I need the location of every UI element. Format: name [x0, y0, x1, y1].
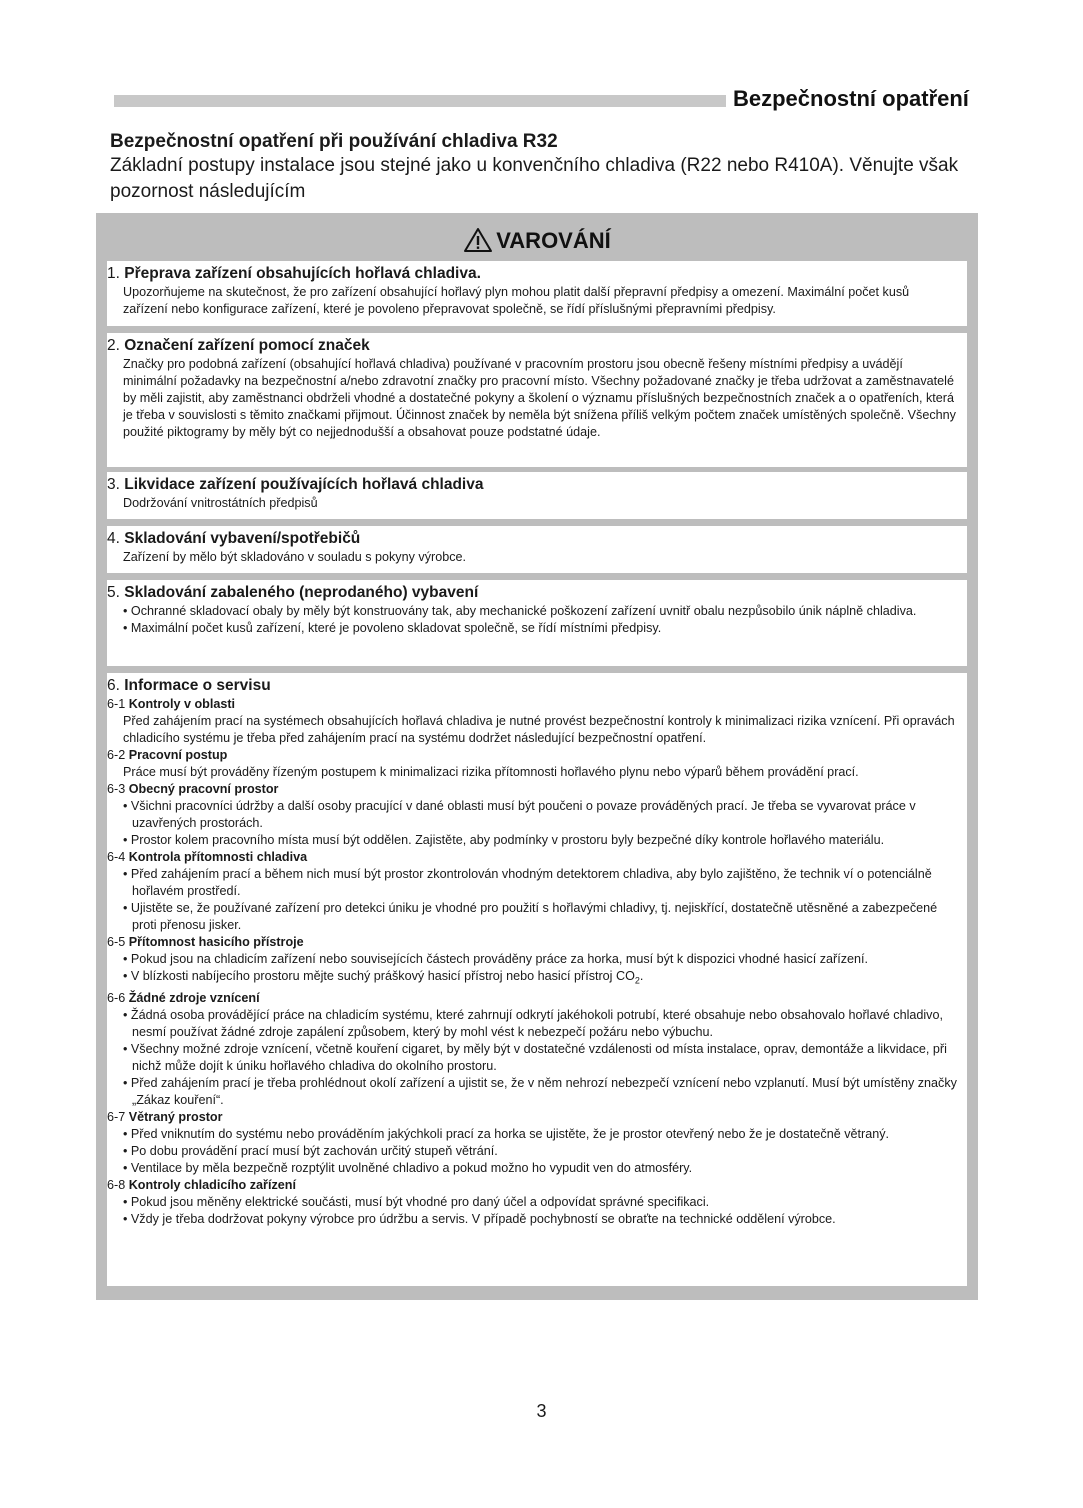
page-number: 3	[536, 1401, 547, 1421]
section-2-title: 2. Označení zařízení pomocí značek	[107, 337, 370, 354]
subsection-bullet: • Prostor kolem pracovního místa musí být oddělen. Zajistěte, aby podmínky v prostoru byly bezpečné díky kontrole hořlavého materiálu.	[123, 833, 885, 847]
header-rule	[114, 95, 726, 107]
section-1-title: 1. Přeprava zařízení obsahujících hořlavá chladiva.	[107, 265, 481, 282]
section-5-title: 5. Skladování zabaleného (neprodaného) vybavení	[107, 584, 479, 601]
section-6	[107, 673, 967, 1286]
section-4	[107, 526, 967, 573]
section-1	[107, 261, 967, 326]
section-3	[107, 472, 967, 519]
warning-heading	[96, 227, 978, 254]
subsection-text: Před zahájením prací na systémech obsahujících hořlavá chladiva je nutné provést bezpečnostní kontroly k minimalizaci rizika vznícení. Při opravách chladicího systému je třeba před zahájením prací na systému dodržet následující bezpečnostní opatření.	[123, 714, 955, 745]
section-4-title: 4. Skladování vybavení/spotřebičů	[107, 530, 361, 547]
warning-title: VAROVÁNÍ	[496, 228, 611, 253]
subsection-bullet: • Žádná osoba provádějící práce na chladicím systému, které zahrnují odkrytí jakéhokoli potrubí, které obsahuje nebo obsahovalo hořlavé chladivo, nesmí používat žádné zdroje zapálení způsobem, který by mohl vést k nebezpečí požáru nebo výbuchu.	[123, 1007, 943, 1039]
section-3-text: Dodržování vnitrostátních předpisů	[123, 496, 318, 510]
warning-triangle-icon	[463, 227, 493, 253]
section-5-bullet: • Ochranné skladovací obaly by měly být konstruovány tak, aby mechanické poškození zařízení uvnitř obalu nezpůsobilo únik náplně chladiva.	[123, 604, 917, 618]
subsection-bullet: • Po dobu provádění prací musí být zachován určitý stupeň větrání.	[123, 1143, 498, 1158]
section-2-text: Značky pro podobná zařízení (obsahující hořlavá chladiva) používané v pracovním prostoru jsou obecně řešeny místními předpisy a uvádějí minimální požadavky na bezpečnostní a/nebo zdravotní značky pro pracovní místo. Všechny požadované značky je třeba udržovat a zaměstnavatelé by měli zajistit, aby zaměstnanci obdrželi vhodné a dostatečné pokyny a školení o významu příslušných bezpečnostních značek a o opatřeních, která je třeba v souvislosti s těmito značkami přijmout. Účinnost značek by neměla být snížena příliš velkým počtem značek umístěných společně. Všechny použité piktogramy by měly být co nejjednodušší a obsahovat pouze podstatné údaje.	[123, 357, 956, 439]
subsection-bullet: • Všechny možné zdroje vznícení, včetně kouření cigaret, by měly být v dostatečné vzdálenosti od místa instalace, oprav, demontáže a likvidace, při nichž může dojít k úniku hořlavého chladiva do okolního prostoru.	[123, 1041, 947, 1073]
subsection-heading: 6-3 Obecný pracovní prostor	[107, 782, 279, 796]
subsection-bullet: • Ujistěte se, že používané zařízení pro detekci úniku je vhodné pro použití s hořlavými chladivy, tj. nejiskřící, dostatečně utěsněné a zabezpečené proti přenosu jisker.	[123, 901, 938, 932]
subsection-bullet: • Vždy je třeba dodržovat pokyny výrobce pro údržbu a servis. V případě pochybností se obraťte na technické oddělení výrobce.	[123, 1211, 836, 1226]
section-1-text: Upozorňujeme na skutečnost, že pro zařízení obsahující hořlavý plyn mohou platit další přepravní předpisy a omezení. Maximální počet kusů zařízení nebo konfigurace zařízení, které je povoleno přepravovat společně, se řídí příslušnými přepravními předpisy.	[123, 285, 910, 316]
subsection-bullet: • Před vniknutím do systému nebo prováděním jakýchkoli prací za horka se ujistěte, že je prostor otevřený nebo že je dostatečně větraný.	[123, 1126, 890, 1141]
section-6-title: 6. Informace o servisu	[107, 677, 271, 694]
intro-title: Bezpečnostní opatření při používání chladiva R32	[110, 131, 558, 152]
subsection-bullet: • Pokud jsou na chladicím zařízení nebo souvisejících částech prováděny práce za horka, musí být k dispozici vhodné hasicí zařízení.	[123, 952, 869, 966]
subsection-heading: 6-8 Kontroly chladicího zařízení	[107, 1177, 296, 1192]
section-5-bullet: • Maximální počet kusů zařízení, které je povoleno skladovat společně, se řídí místními předpisy.	[123, 621, 662, 635]
subsection-bullet: • Před zahájením prací je třeba prohlédnout okolí zařízení a ujistit se, že v něm nehrozí nebezpečí vznícení nebo vzplanutí. Musí být umístěny značky „Zákaz kouření“.	[123, 1075, 957, 1107]
subsection-bullet: • Všichni pracovníci údržby a další osoby pracující v dané oblasti musí být poučeni o povaze prováděných prací. Je třeba se vyvarovat práce v uzavřených prostorách.	[123, 799, 916, 830]
subsection-heading: 6-1 Kontroly v oblasti	[107, 697, 236, 711]
header-title: Bezpečnostní opatření	[733, 86, 969, 111]
subsection-bullet: • V blízkosti nabíjecího prostoru mějte suchý práškový hasicí přístroj nebo hasicí přístroj $CO_2$.	[123, 969, 644, 986]
section-2	[107, 333, 967, 467]
section-3-title: 3. Likvidace zařízení používajících hořlavá chladiva	[107, 476, 484, 493]
subsection-bullet: • Ventilace by měla bezpečně rozptýlit uvolněné chladivo a pokud možno ho vypudit ven do atmosféry.	[123, 1160, 693, 1175]
section-5	[107, 580, 967, 666]
subsection-heading: 6-5 Přítomnost hasicího přístroje	[107, 935, 304, 949]
subsection-heading: 6-2 Pracovní postup	[107, 748, 228, 762]
subsection-text: Práce musí být prováděny řízeným postupem k minimalizaci rizika přítomnosti hořlavého plynu nebo výparů během provádění prací.	[123, 765, 859, 779]
subsection-bullet: • Pokud jsou měněny elektrické součásti, musí být vhodné pro daný účel a odpovídat správné specifikaci.	[123, 1194, 710, 1209]
subsection-heading: 6-7 Větraný prostor	[107, 1109, 223, 1124]
intro-text: Základní postupy instalace jsou stejné jako u konvenčního chladiva (R22 nebo R410A). Věnujte však pozornost následujícím	[110, 155, 959, 202]
section-4-text: Zařízení by mělo být skladováno v souladu s pokyny výrobce.	[123, 550, 467, 564]
subsection-heading: 6-6 Žádné zdroje vznícení	[107, 990, 260, 1005]
warning-box	[96, 213, 978, 1300]
subsection-bullet: • Před zahájením prací a během nich musí být prostor zkontrolován vhodným detektorem chladiva, aby bylo zajištěno, že technik ví o potenciálně hořlavém prostředí.	[123, 867, 932, 898]
subsection-heading: 6-4 Kontrola přítomnosti chladiva	[107, 850, 308, 864]
